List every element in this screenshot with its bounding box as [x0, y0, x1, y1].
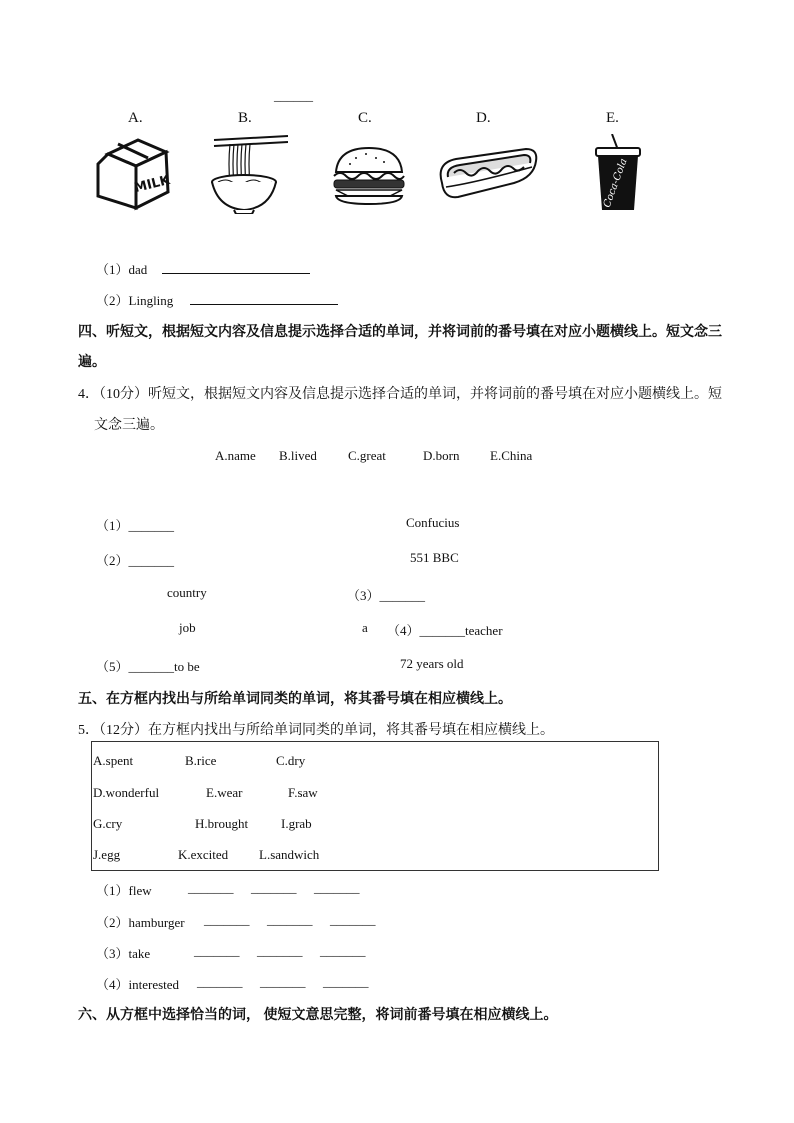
cola-cup-icon — [592, 134, 644, 212]
q4-row1-blank[interactable]: （1）_______ — [96, 518, 175, 533]
q5-box-l: L.sandwich — [259, 847, 320, 862]
hot-dog-icon — [434, 143, 540, 203]
q5-item-2-blank-3[interactable]: _______ — [330, 912, 376, 927]
image-label-e: E. — [606, 110, 619, 126]
q5-box-e: E.wear — [206, 785, 243, 800]
image-label-d: D. — [476, 110, 491, 126]
section6-heading: 六、从方框中选择恰当的词， 使短文意思完整，将词前番号填在相应横线上。 — [78, 1008, 558, 1023]
q4-option-e: E.China — [490, 448, 533, 463]
q5-box-g: G.cry — [93, 816, 123, 831]
image-label-b: B. — [238, 110, 252, 126]
q3-item-1-num: （1） — [96, 262, 129, 277]
section5-heading: 五、在方框内找出与所给单词同类的单词，将其番号填在相应横线上。 — [78, 692, 512, 707]
q4-row5-blank[interactable]: （5）_______to be — [96, 659, 200, 674]
q4-line2: 文念三遍。 — [94, 418, 164, 433]
q5-item-1-blank-3[interactable]: _______ — [314, 880, 360, 895]
q4-option-d: D.born — [423, 448, 460, 463]
q4-row3-label: country — [167, 585, 207, 600]
q4-option-b: B.lived — [279, 448, 317, 463]
q3-item-2-answer-line[interactable] — [190, 292, 338, 305]
q3-item-1-answer-line[interactable] — [162, 261, 310, 274]
q4-row4-label: job — [179, 620, 196, 635]
q5-item-4-blank-2[interactable]: _______ — [260, 974, 306, 989]
q4-row4-article: a — [362, 620, 368, 635]
q5-item-1-word: flew — [128, 883, 152, 898]
q3-item-1 — [96, 259, 147, 278]
image-label-a: A. — [128, 110, 143, 126]
q5-item-3-num: （3） — [96, 946, 129, 961]
q3-item-1-word: dad — [128, 262, 148, 277]
section4-heading-line2: 遍。 — [78, 355, 106, 370]
q4-row4-blank[interactable]: （4）_______teacher — [387, 623, 503, 638]
q5-item-1-blank-1[interactable]: _______ — [188, 880, 234, 895]
q5-item-4-blank-1[interactable]: _______ — [197, 974, 243, 989]
q5-item-3-word: take — [128, 946, 151, 961]
q4-line1: 4．（10分）听短文，根据短文内容及信息提示选择合适的单词，并将词前的番号填在对应小题横线上。短 — [78, 387, 722, 402]
q5-box-j: J.egg — [93, 847, 121, 862]
q5-item-4-word: interested — [128, 977, 180, 992]
hamburger-icon — [330, 146, 408, 206]
top-mark: ______ — [274, 88, 313, 103]
q3-item-2 — [96, 290, 173, 309]
q5-item-3-blank-1[interactable]: _______ — [194, 943, 240, 958]
q5-item-4-blank-3[interactable]: _______ — [323, 974, 369, 989]
q5-box-h: H.brought — [195, 816, 249, 831]
noodles-bowl-icon — [208, 134, 288, 214]
q5-item-2 — [96, 912, 185, 931]
q5-box-i: I.grab — [281, 816, 312, 831]
q5-box-a: A.spent — [93, 753, 134, 768]
q5-item-2-blank-2[interactable]: _______ — [267, 912, 313, 927]
q5-item-2-word: hamburger — [128, 915, 185, 930]
q4-row5-value: 72 years old — [400, 656, 464, 671]
q5-item-4-num: （4） — [96, 977, 129, 992]
q5-word-box — [91, 741, 659, 871]
q5-box-k: K.excited — [178, 847, 229, 862]
q5-box-d: D.wonderful — [93, 785, 160, 800]
cola-label: Coca-Cola — [601, 157, 630, 210]
q5-item-3-blank-2[interactable]: _______ — [257, 943, 303, 958]
q5-instruction: 5．（12分）在方框内找出与所给单词同类的单词，将其番号填在相应横线上。 — [78, 723, 554, 738]
q5-item-2-blank-1[interactable]: _______ — [204, 912, 250, 927]
q5-item-2-num: （2） — [96, 915, 129, 930]
q4-option-c: C.great — [348, 448, 386, 463]
q4-option-a: A.name — [215, 448, 256, 463]
q5-item-1-num: （1） — [96, 883, 129, 898]
section4-heading-line1: 四、听短文，根据短文内容及信息提示选择合适的单词，并将词前的番号填在对应小题横线上。短文念三 — [78, 325, 722, 340]
q3-item-2-word: Lingling — [128, 293, 174, 308]
q5-item-1-blank-2[interactable]: _______ — [251, 880, 297, 895]
q5-box-f: F.saw — [288, 785, 318, 800]
q5-box-b: B.rice — [185, 753, 217, 768]
q4-row1-value: Confucius — [406, 515, 460, 530]
q3-item-2-num: （2） — [96, 293, 129, 308]
q5-item-4 — [96, 974, 179, 993]
q4-row3-blank[interactable]: （3）_______ — [347, 588, 426, 603]
q5-box-c: C.dry — [276, 753, 306, 768]
q5-item-3 — [96, 943, 150, 962]
milk-label: MILK — [132, 172, 172, 197]
image-label-c: C. — [358, 110, 372, 126]
milk-carton-icon — [94, 136, 172, 212]
q4-row2-blank[interactable]: （2）_______ — [96, 553, 175, 568]
q5-item-3-blank-3[interactable]: _______ — [320, 943, 366, 958]
q4-row2-value: 551 BBC — [410, 550, 459, 565]
q5-item-1 — [96, 880, 152, 899]
